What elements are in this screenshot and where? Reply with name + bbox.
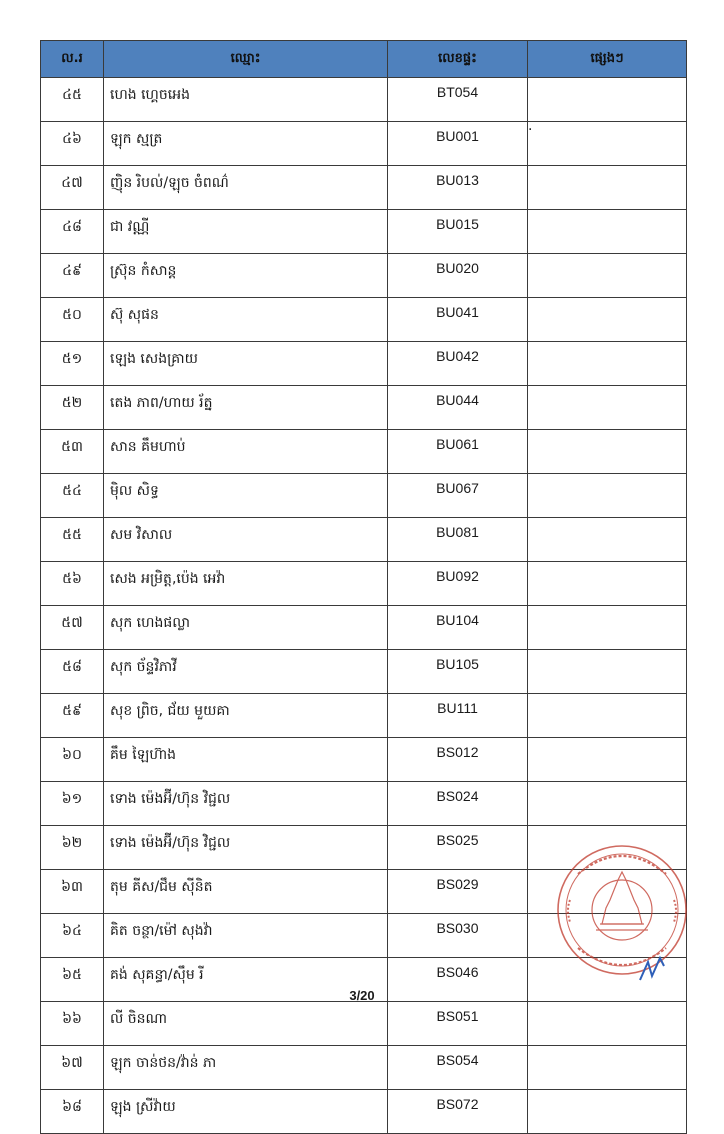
row-house-number: BS024 — [388, 782, 528, 826]
row-house-number: BU092 — [388, 562, 528, 606]
row-name: តេង ភាព/ហាយ រ័ត្ន — [104, 386, 388, 430]
header-other: ផ្សេងៗ — [528, 41, 687, 78]
header-house-number: លេខផ្ទះ — [388, 41, 528, 78]
row-number: ៤៩ — [41, 254, 104, 298]
row-name: ឡុក ចាន់ថន/វ៉ាន់ ភា — [104, 1046, 388, 1090]
row-house-number: BU061 — [388, 430, 528, 474]
table-row — [41, 430, 687, 474]
row-house-number: BS051 — [388, 1002, 528, 1046]
row-name: តុម គីស/ជឹម ស៊ីនិត — [104, 870, 388, 914]
row-name: ម៉ិល សិទ្ធ — [104, 474, 388, 518]
row-house-number: BU020 — [388, 254, 528, 298]
table-row — [41, 166, 687, 210]
row-name: ទោង ម៉េងអ៊ី/ហ៊ុន វិជ្ជល — [104, 782, 388, 826]
row-note — [528, 254, 687, 298]
row-house-number: BU104 — [388, 606, 528, 650]
table-row — [41, 122, 687, 166]
row-note — [528, 1046, 687, 1090]
row-house-number: BS054 — [388, 1046, 528, 1090]
row-number: ៥១ — [41, 342, 104, 386]
row-name: ស៊ុ សុផន — [104, 298, 388, 342]
table-row — [41, 738, 687, 782]
table-row — [41, 210, 687, 254]
table-row — [41, 386, 687, 430]
row-number: ៥២ — [41, 386, 104, 430]
row-number: ៦១ — [41, 782, 104, 826]
row-note — [528, 518, 687, 562]
row-house-number: BU042 — [388, 342, 528, 386]
table-row — [41, 694, 687, 738]
row-house-number: BS025 — [388, 826, 528, 870]
row-note: · — [528, 122, 687, 166]
table-row — [41, 1090, 687, 1134]
row-number: ៤៨ — [41, 210, 104, 254]
table-row — [41, 606, 687, 650]
row-number: ៥៤ — [41, 474, 104, 518]
table-row — [41, 518, 687, 562]
row-house-number: BU067 — [388, 474, 528, 518]
row-name: សុក ច័ន្ទវិភាវី — [104, 650, 388, 694]
row-name: ឡុង ស្រីវ៉ាយ — [104, 1090, 388, 1134]
row-name: លី ចិនណា — [104, 1002, 388, 1046]
row-note — [528, 166, 687, 210]
row-house-number: BU041 — [388, 298, 528, 342]
row-name: សុខ ព្រិច, ជ័យ មួយគា — [104, 694, 388, 738]
row-house-number: BU044 — [388, 386, 528, 430]
row-note — [528, 606, 687, 650]
row-house-number: BU001 — [388, 122, 528, 166]
row-house-number: BS030 — [388, 914, 528, 958]
row-name: ស្រ៊ុន កំសាន្ត — [104, 254, 388, 298]
row-note — [528, 474, 687, 518]
row-note — [528, 782, 687, 826]
row-name: សាន គឹមហាប់ — [104, 430, 388, 474]
row-number: ៥០ — [41, 298, 104, 342]
row-number: ៤៧ — [41, 166, 104, 210]
row-name: គឹម ឡៃហ៊ាង — [104, 738, 388, 782]
page-number: 3/20 — [349, 988, 375, 1003]
row-number: ៦៣ — [41, 870, 104, 914]
table-header-row — [41, 41, 687, 78]
row-number: ៥៣ — [41, 430, 104, 474]
row-name: សេង អម្រិត្ត,ប៉េង អេវ៉ា — [104, 562, 388, 606]
official-seal-icon — [556, 840, 692, 988]
row-number: ៥៩ — [41, 694, 104, 738]
row-note — [528, 78, 687, 122]
row-house-number: BU013 — [388, 166, 528, 210]
row-number: ៦០ — [41, 738, 104, 782]
table-row — [41, 1046, 687, 1090]
row-house-number: BU015 — [388, 210, 528, 254]
row-note — [528, 1090, 687, 1134]
row-number: ៥៧ — [41, 606, 104, 650]
row-note — [528, 738, 687, 782]
table-row — [41, 78, 687, 122]
table-row — [41, 562, 687, 606]
row-number: ៦៤ — [41, 914, 104, 958]
row-number: ៤៥ — [41, 78, 104, 122]
row-name: ញ៉ិន រិបល់/ឡុច ចំពណ៌ — [104, 166, 388, 210]
row-house-number: BU081 — [388, 518, 528, 562]
row-name: ហេង ហ្គេចអេង — [104, 78, 388, 122]
table-row — [41, 298, 687, 342]
row-number: ៦៧ — [41, 1046, 104, 1090]
row-number: ៦៨ — [41, 1090, 104, 1134]
row-house-number: BS029 — [388, 870, 528, 914]
row-name: សុក ហេងផល្លា — [104, 606, 388, 650]
row-note — [528, 342, 687, 386]
row-number: ៦៦ — [41, 1002, 104, 1046]
row-note — [528, 210, 687, 254]
table-row — [41, 782, 687, 826]
row-name: គិត ចន្ថា/ម៉ៅ សុងវ៉ា — [104, 914, 388, 958]
row-house-number: BU105 — [388, 650, 528, 694]
row-number: ៦២ — [41, 826, 104, 870]
table-row — [41, 650, 687, 694]
row-note — [528, 650, 687, 694]
header-name: ឈ្មោះ — [104, 41, 388, 78]
row-number: ៤៦ — [41, 122, 104, 166]
row-number: ៦៥ — [41, 958, 104, 1002]
row-note — [528, 562, 687, 606]
header-number: ល.រ — [41, 41, 104, 78]
row-name: ឡេង សេងគ្រាយ — [104, 342, 388, 386]
row-house-number: BS012 — [388, 738, 528, 782]
row-name: ឡុក ស្មត្រ — [104, 122, 388, 166]
row-name: ជា វណ្ណី — [104, 210, 388, 254]
row-house-number: BT054 — [388, 78, 528, 122]
row-note — [528, 694, 687, 738]
row-house-number: BS072 — [388, 1090, 528, 1134]
row-name: គង់ សុគន្ធា/ស៊ឹម រី — [104, 958, 388, 1002]
row-note — [528, 430, 687, 474]
row-number: ៥៥ — [41, 518, 104, 562]
row-house-number: BS046 — [388, 958, 528, 1002]
row-note — [528, 386, 687, 430]
row-number: ៥៨ — [41, 650, 104, 694]
row-number: ៥៦ — [41, 562, 104, 606]
row-name: ទោង ម៉េងអ៊ី/ហ៊ុន វិជ្ជល — [104, 826, 388, 870]
table-row — [41, 342, 687, 386]
row-name: សម វិសាល — [104, 518, 388, 562]
row-note — [528, 298, 687, 342]
row-house-number: BU111 — [388, 694, 528, 738]
table-row — [41, 254, 687, 298]
table-row — [41, 474, 687, 518]
